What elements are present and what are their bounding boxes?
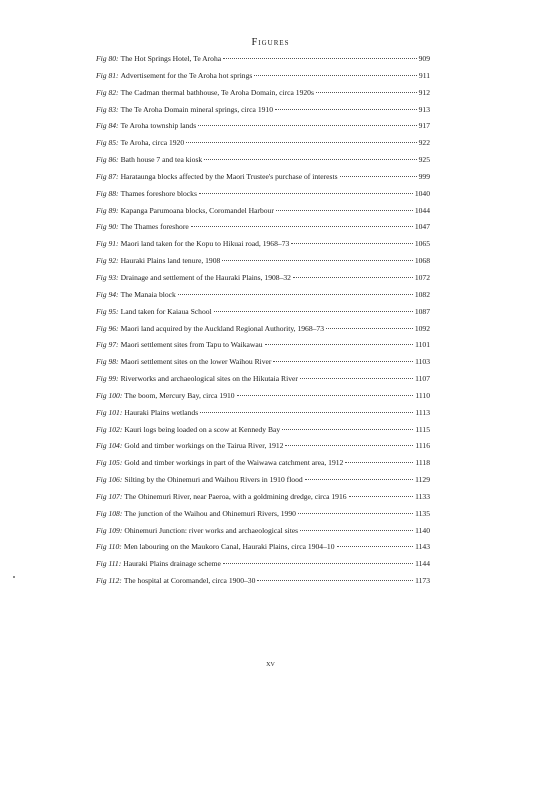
- figure-page-number: 1072: [414, 272, 430, 282]
- figure-number: Fig 90:: [96, 222, 119, 232]
- figure-page-number: 917: [418, 121, 430, 131]
- figure-entry: [96, 222, 430, 239]
- page-number: xv: [266, 658, 275, 668]
- figure-entry: [96, 105, 430, 122]
- figure-title: The Hot Springs Hotel, Te Aroha: [120, 54, 222, 63]
- figure-title: Gold and timber workings in part of the Waiwawa catchment area, 1912: [124, 458, 344, 468]
- dot-leader: [204, 159, 416, 160]
- figure-page-number: 912: [418, 87, 430, 97]
- figure-number: Fig 100:: [96, 390, 123, 400]
- figure-entry: [96, 391, 430, 408]
- figure-page-number: 1040: [414, 188, 430, 198]
- figure-number: Fig 91:: [96, 239, 119, 249]
- figure-entry: [96, 256, 430, 273]
- figure-title: Hauraki Plains drainage scheme: [123, 559, 221, 569]
- dot-leader: [237, 395, 414, 396]
- figure-number: Fig 105:: [96, 458, 123, 468]
- figure-title: Hauraki Plains land tenure, 1908: [120, 256, 221, 266]
- figure-number: Fig 101:: [96, 407, 123, 417]
- figure-page-number: 1101: [415, 340, 430, 350]
- figure-page-number: 1118: [415, 458, 430, 468]
- dot-leader: [337, 546, 414, 547]
- figure-page-number: 909: [418, 54, 430, 63]
- figure-entry: [96, 526, 430, 543]
- figure-entry: [96, 374, 430, 391]
- dot-leader: [186, 142, 416, 143]
- figure-title: Gold and timber workings on the Tairua River, 1912: [124, 441, 284, 451]
- figure-number: Fig 89:: [96, 205, 119, 215]
- figure-entry: [96, 441, 430, 458]
- scan-speck: [13, 576, 15, 578]
- figure-number: Fig 102:: [96, 424, 123, 434]
- figure-number: Fig 110:: [96, 542, 122, 552]
- figure-number: Fig 98:: [96, 357, 119, 367]
- figure-number: Fig 97:: [96, 340, 119, 350]
- figure-number: Fig 106:: [96, 475, 123, 485]
- figure-entry: [96, 307, 430, 324]
- figure-page-number: 1103: [415, 357, 430, 367]
- figure-page-number: 1135: [415, 508, 430, 518]
- figure-page-number: 999: [418, 171, 430, 181]
- dot-leader: [305, 479, 413, 480]
- figure-page-number: 1113: [415, 407, 430, 417]
- figure-title: The Manaia block: [120, 289, 176, 299]
- figure-title: Ohinemuri Junction: river works and archaeological sites: [124, 525, 299, 535]
- dot-leader: [349, 496, 414, 497]
- figure-title: Silting by the Ohinemuri and Waihou Rivers in 1910 flood: [124, 475, 303, 485]
- figure-number: Fig 83:: [96, 104, 119, 114]
- figure-title: Maori settlement sites on the lower Waihou River: [120, 357, 272, 367]
- figure-page-number: 1044: [414, 205, 430, 215]
- figure-entry: [96, 155, 430, 172]
- dot-leader: [300, 378, 413, 379]
- figure-title: Bath house 7 and tea kiosk: [120, 155, 203, 165]
- figure-entry: [96, 206, 430, 223]
- dot-leader: [316, 92, 417, 93]
- figure-entry: [96, 290, 430, 307]
- figure-page-number: 911: [418, 70, 430, 80]
- figure-page-number: 1110: [415, 390, 430, 400]
- figure-number: Fig 96:: [96, 323, 119, 333]
- figure-title: Drainage and settlement of the Hauraki Plains, 1908–32: [120, 272, 291, 282]
- figure-title: Men labouring on the Maukoro Canal, Hauraki Plains, circa 1904–10: [123, 542, 335, 552]
- figure-entry: [96, 458, 430, 475]
- figure-number: Fig 80:: [96, 54, 119, 63]
- page-heading: Figures: [251, 37, 290, 48]
- dot-leader: [257, 580, 413, 581]
- figure-entry: [96, 408, 430, 425]
- figure-entry: [96, 273, 430, 290]
- figure-entry: [96, 576, 430, 593]
- figure-title: Kapanga Parumoana blocks, Coromandel Harbour: [120, 205, 274, 215]
- dot-leader: [298, 513, 413, 514]
- figure-number: Fig 108:: [96, 508, 123, 518]
- figure-title: The Cadman thermal bathhouse, Te Aroha Domain, circa 1920s: [120, 87, 314, 97]
- figure-title: Maori land taken for the Kopu to Hikuai road, 1968–73: [120, 239, 290, 249]
- figure-entry: [96, 357, 430, 374]
- dot-leader: [340, 176, 417, 177]
- figure-title: Maori settlement sites from Tapu to Waikawau: [120, 340, 263, 350]
- figure-page-number: 1047: [414, 222, 430, 232]
- dot-leader: [326, 328, 413, 329]
- figure-number: Fig 95:: [96, 306, 119, 316]
- figure-entry: [96, 172, 430, 189]
- figure-entry: [96, 425, 430, 442]
- figure-entry: [96, 239, 430, 256]
- figure-entry: [96, 475, 430, 492]
- figure-number: Fig 111:: [96, 559, 122, 569]
- figure-entry: [96, 138, 430, 155]
- figure-page-number: 1116: [415, 441, 430, 451]
- figure-number: Fig 99:: [96, 374, 119, 384]
- figure-entry: [96, 559, 430, 576]
- figure-page-number: 1092: [414, 323, 430, 333]
- dot-leader: [191, 226, 413, 227]
- dot-leader: [265, 344, 414, 345]
- dot-leader: [214, 311, 413, 312]
- figure-number: Fig 93:: [96, 272, 119, 282]
- figure-title: Thames foreshore blocks: [120, 188, 197, 198]
- figure-number: Fig 85:: [96, 138, 119, 148]
- dot-leader: [293, 277, 413, 278]
- figure-page-number: 1143: [415, 542, 430, 552]
- figure-title: The Te Aroha Domain mineral springs, circa 1910: [120, 104, 274, 114]
- figure-number: Fig 107:: [96, 491, 123, 501]
- figure-title: Land taken for Kaiaua School: [120, 306, 212, 316]
- figure-entry: [96, 54, 430, 71]
- dot-leader: [285, 445, 413, 446]
- figure-number: Fig 87:: [96, 171, 119, 181]
- dot-leader: [200, 412, 413, 413]
- dot-leader: [199, 193, 413, 194]
- figure-page-number: 922: [418, 138, 430, 148]
- figure-title: Harataunga blocks affected by the Maori Trustee's purchase of interests: [120, 171, 338, 181]
- figure-title: Te Aroha township lands: [120, 121, 197, 131]
- figure-entry: [96, 88, 430, 105]
- figure-title: Kauri logs being loaded on a scow at Kennedy Bay: [124, 424, 281, 434]
- figure-page-number: 1087: [414, 306, 430, 316]
- figure-page-number: 1133: [415, 491, 430, 501]
- figure-number: Fig 94:: [96, 289, 119, 299]
- dot-leader: [254, 75, 417, 76]
- dot-leader: [223, 563, 413, 564]
- figure-title: The junction of the Waihou and Ohinemuri Rivers, 1990: [124, 508, 296, 518]
- dot-leader: [178, 294, 413, 295]
- dot-leader: [275, 109, 417, 110]
- dot-leader: [273, 361, 413, 362]
- figure-number: Fig 112:: [96, 576, 122, 586]
- figure-page-number: 913: [418, 104, 430, 114]
- figure-page-number: 1065: [414, 239, 430, 249]
- figure-entry: [96, 509, 430, 526]
- figure-number: Fig 82:: [96, 87, 119, 97]
- dot-leader: [223, 58, 416, 59]
- figure-number: Fig 92:: [96, 256, 119, 266]
- figure-number: Fig 81:: [96, 70, 119, 80]
- figure-page-number: 1082: [414, 289, 430, 299]
- figure-page-number: 925: [418, 155, 430, 165]
- figure-entry: [96, 324, 430, 341]
- figure-entry: [96, 189, 430, 206]
- figure-entry: [96, 340, 430, 357]
- figure-page-number: 1107: [415, 374, 430, 384]
- dot-leader: [345, 462, 413, 463]
- figure-title: Advertisement for the Te Aroha hot springs: [120, 70, 253, 80]
- figure-number: Fig 109:: [96, 525, 123, 535]
- dot-leader: [222, 260, 412, 261]
- figure-number: Fig 86:: [96, 155, 119, 165]
- figure-number: Fig 84:: [96, 121, 119, 131]
- figure-title: Riverworks and archaeological sites on the Hikutaia River: [120, 374, 298, 384]
- figure-title: The boom, Mercury Bay, circa 1910: [124, 390, 235, 400]
- figure-title: Te Aroha, circa 1920: [120, 138, 185, 148]
- figure-number: Fig 88:: [96, 188, 119, 198]
- figure-page-number: 1115: [415, 424, 430, 434]
- dot-leader: [198, 125, 416, 126]
- figure-title: Maori land acquired by the Auckland Regional Authority, 1968–73: [120, 323, 325, 333]
- figure-title: Hauraki Plains wetlands: [124, 407, 199, 417]
- figure-title: The hospital at Coromandel, circa 1900–30: [123, 576, 256, 586]
- figure-title: The Ohinemuri River, near Paeroa, with a goldmining dredge, circa 1916: [124, 491, 347, 501]
- figure-entry: [96, 542, 430, 559]
- figure-page-number: 1068: [414, 256, 430, 266]
- figure-title: The Thames foreshore: [120, 222, 189, 232]
- figure-page-number: 1129: [415, 475, 430, 485]
- figure-page-number: 1173: [415, 576, 430, 586]
- figure-number: Fig 104:: [96, 441, 123, 451]
- figure-list: [96, 54, 430, 593]
- dot-leader: [291, 243, 413, 244]
- figure-page-number: 1140: [415, 525, 430, 535]
- dot-leader: [282, 429, 413, 430]
- figure-page-number: 1144: [415, 559, 430, 569]
- figure-entry: [96, 492, 430, 509]
- figure-entry: [96, 121, 430, 138]
- dot-leader: [300, 530, 413, 531]
- dot-leader: [276, 210, 413, 211]
- figure-entry: [96, 71, 430, 88]
